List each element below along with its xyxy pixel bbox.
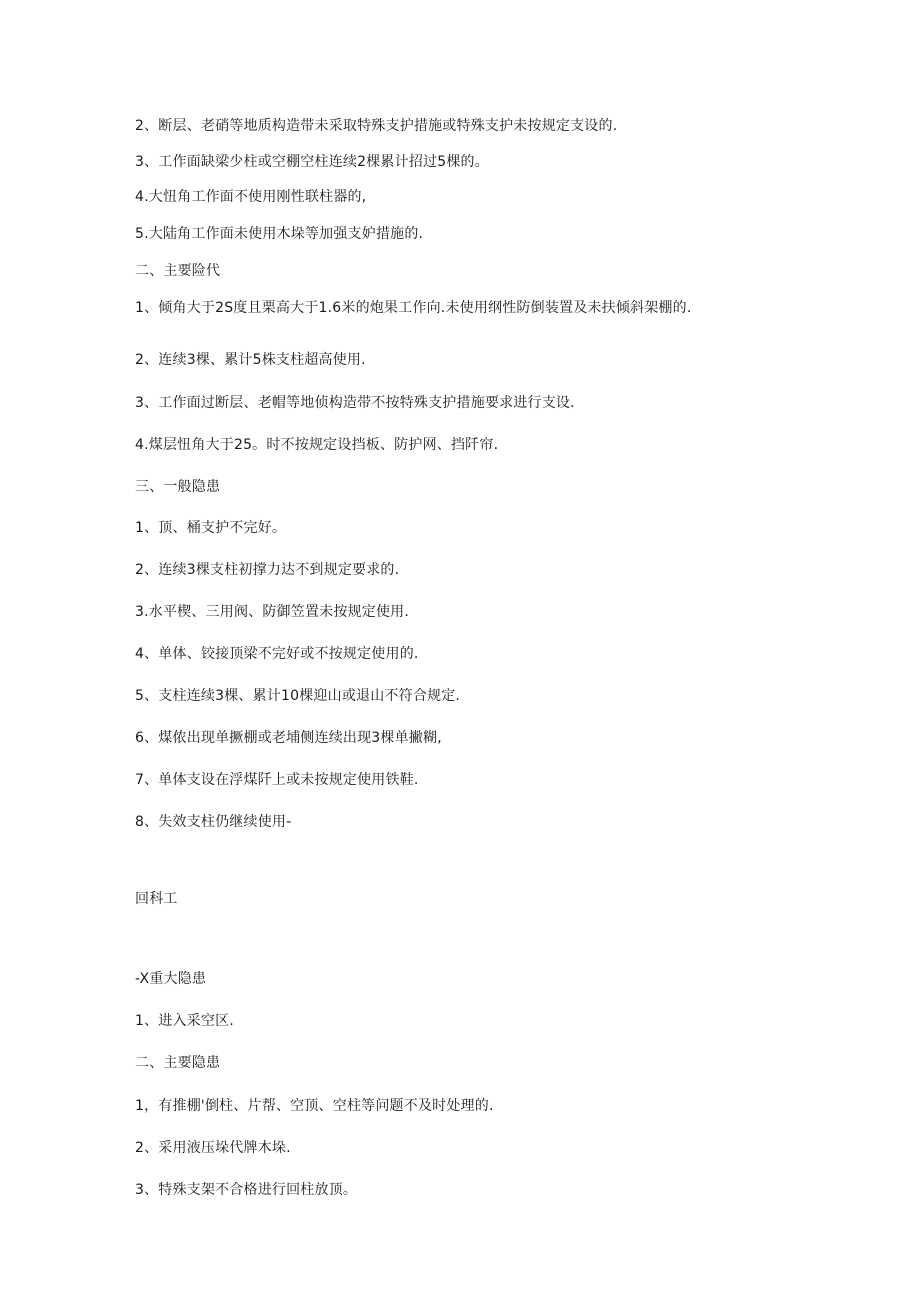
text-line: 1，有推棚'倒柱、片帮、空顶、空柱等问题不及时处理的. [135,1098,494,1114]
text-line: 1、顶、桶支护不完好。 [135,520,287,536]
section-heading: 二、主要隐患 [135,1055,221,1071]
text-line: 1、倾角大于2S度且栗高大于1.6米的炮果工作向.未使用纲性防倒装置及未扶倾斜架棚的. [135,300,692,316]
text-line: 3、特殊支架不合格进行回柱放顶。 [135,1182,358,1198]
text-line: 2、连续3棵支柱初撑力达不到规定要求的. [135,562,400,578]
text-line: 1、进入采空区. [135,1013,234,1029]
section-title: 回科工 [135,891,178,907]
text-line: 3.水平楔、三用阀、防御笠置未按规定使用. [135,604,410,620]
text-line: 2、连续3棵、累计5株支柱超高使用. [135,352,366,368]
text-line: 5、支柱连续3棵、累计10棵迎山或退山不符合规定. [135,688,461,704]
section-heading: 二、主要险代 [135,263,221,279]
text-line: 3、工作面缺梁少柱或空棚空柱连续2棵累计招过5棵的。 [135,154,489,170]
section-heading: -X重大隐患 [135,971,207,987]
text-line: 7、单体支设在浮煤阡上或未按规定使用铁鞋. [135,772,419,788]
text-line: 6、煤侬出现单撅棚或老埔侧连续出现3棵单撇糊, [135,730,442,746]
text-line: 4.大忸角工作面不使用刚性联柱器的, [135,189,367,205]
text-line: 8、失效支柱仍继续使用- [135,814,292,830]
text-line: 4.煤层忸角大于25。时不按规定设挡板、防护网、挡阡帘. [135,437,499,453]
text-line: 3、工作面过断层、老帽等地侦构造带不按特殊支护措施要求进行支设. [135,395,575,411]
text-line: 5.大陆角工作面未使用木垛等加强支妒措施的. [135,226,424,242]
text-line: 2、采用液压垛代牌木垛. [135,1140,291,1156]
text-line: 2、断层、老硝等地质构造带未采取特殊支护措施或特殊支护未按规定支设的. [135,118,618,134]
text-line: 4、单体、铰接顶梁不完好或不按规定使用的. [135,646,419,662]
section-heading: 三、一般隐患 [135,479,221,495]
